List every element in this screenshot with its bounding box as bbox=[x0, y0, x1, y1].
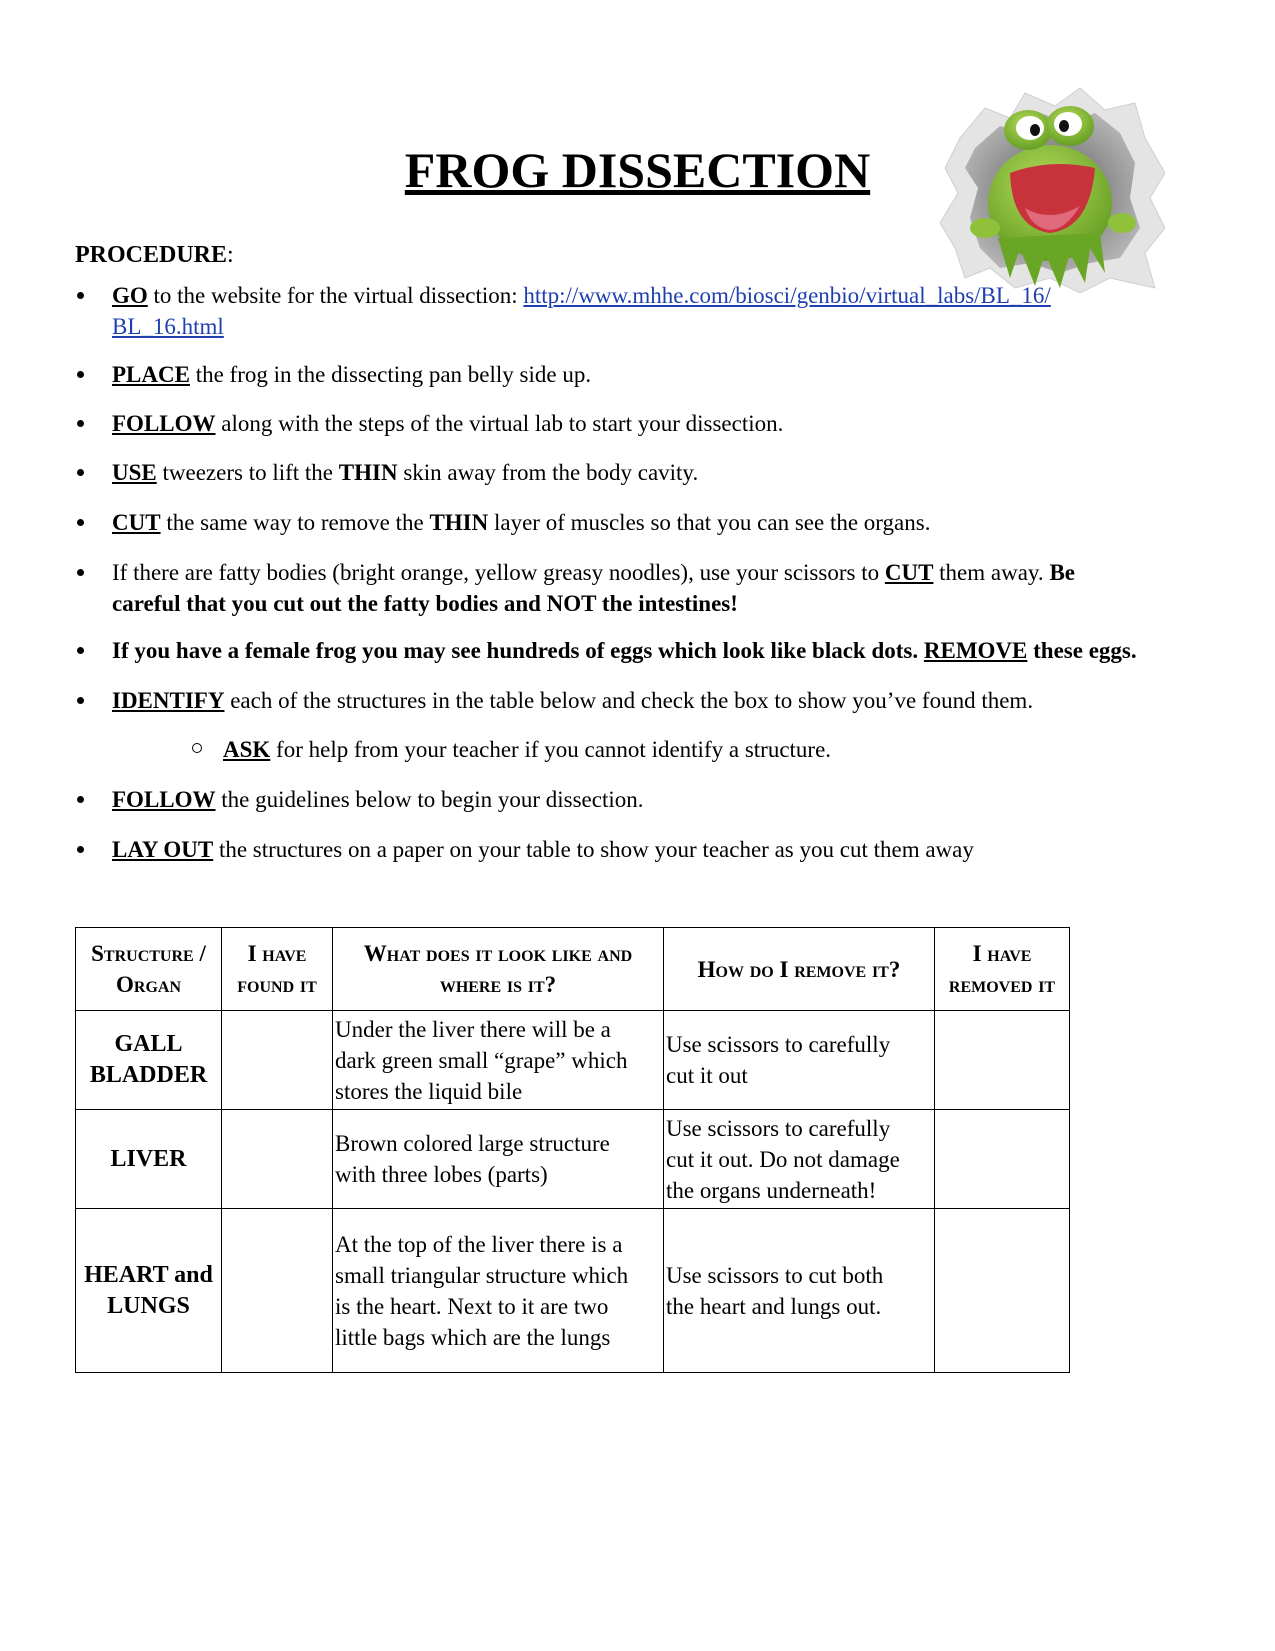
look-description: Under the liver there will be a dark green small “grape” which stores the liquid bile bbox=[333, 1011, 664, 1110]
procedure-label: PROCEDURE bbox=[75, 242, 228, 268]
step-keyword: CUT bbox=[884, 560, 934, 585]
removed-checkbox-cell[interactable] bbox=[935, 1110, 1070, 1209]
remove-instruction: Use scissors to cut both the heart and lungs out. bbox=[664, 1209, 935, 1373]
page-title: FROG DISSECTION bbox=[404, 142, 871, 198]
step-text: these eggs. bbox=[1027, 638, 1137, 663]
header-structure: Structure / Organ bbox=[76, 928, 222, 1011]
step-cut bbox=[112, 507, 930, 538]
step-keyword: ASK bbox=[223, 737, 271, 762]
step-text: each of the structures in the table below and check the box to show you’ve found them. bbox=[224, 688, 1034, 713]
virtual-lab-link[interactable]: http://www.mhhe.com/biosci/genbio/virtual_labs/BL_16/ bbox=[523, 283, 1051, 308]
step-emphasis: THIN bbox=[429, 510, 489, 535]
removed-checkbox-cell[interactable] bbox=[935, 1011, 1070, 1110]
frog-character-icon bbox=[940, 88, 1165, 293]
procedure-colon: : bbox=[227, 242, 234, 268]
step-text: If you have a female frog you may see hundreds of eggs which look like black dots. bbox=[112, 638, 924, 663]
organ-table bbox=[75, 927, 1070, 1373]
step-use bbox=[112, 457, 698, 488]
step-fatty-bodies bbox=[112, 557, 1075, 619]
step-keyword: LAY OUT bbox=[112, 837, 214, 862]
step-text: them away. bbox=[933, 560, 1050, 585]
organ-name: LIVER bbox=[76, 1110, 222, 1209]
step-follow-guidelines bbox=[112, 784, 644, 815]
step-emphasis: THIN bbox=[338, 460, 398, 485]
step-text: If there are fatty bodies (bright orange, yellow greasy noodles), use your scissors to bbox=[112, 560, 885, 585]
step-lay-out bbox=[112, 834, 974, 865]
header-remove: How do I remove it? bbox=[664, 928, 935, 1011]
header-look: What does it look like and where is it? bbox=[333, 928, 664, 1011]
step-keyword: FOLLOW bbox=[112, 411, 216, 436]
header-removed: I have removed it bbox=[935, 928, 1070, 1011]
table-header-row bbox=[76, 928, 1070, 1011]
step-identify bbox=[112, 685, 1033, 716]
removed-checkbox-cell[interactable] bbox=[935, 1209, 1070, 1373]
step-warning-continued: careful that you cut out the fatty bodies and NOT the intestines! bbox=[112, 591, 738, 616]
step-text: skin away from the body cavity. bbox=[397, 460, 699, 485]
step-follow bbox=[112, 408, 783, 439]
found-checkbox-cell[interactable] bbox=[222, 1011, 333, 1110]
step-text: the guidelines below to begin your dissection. bbox=[215, 787, 644, 812]
step-text: along with the steps of the virtual lab to start your dissection. bbox=[215, 411, 784, 436]
step-warning: Be bbox=[1049, 560, 1075, 585]
step-text: layer of muscles so that you can see the organs. bbox=[488, 510, 931, 535]
table-row bbox=[76, 1011, 1070, 1110]
table-row bbox=[76, 1110, 1070, 1209]
procedure-heading bbox=[75, 240, 234, 270]
found-checkbox-cell[interactable] bbox=[222, 1209, 333, 1373]
step-keyword: REMOVE bbox=[923, 638, 1028, 663]
table-row bbox=[76, 1209, 1070, 1373]
virtual-lab-link-continued[interactable]: BL_16.html bbox=[112, 314, 224, 339]
organ-name: GALL BLADDER bbox=[76, 1011, 222, 1110]
organ-name: HEART and LUNGS bbox=[76, 1209, 222, 1373]
step-keyword: IDENTIFY bbox=[112, 688, 225, 713]
step-keyword: CUT bbox=[112, 510, 161, 535]
step-text: to the website for the virtual dissection: bbox=[147, 283, 524, 308]
step-go bbox=[112, 280, 1051, 342]
found-checkbox-cell[interactable] bbox=[222, 1110, 333, 1209]
remove-instruction: Use scissors to carefully cut it out bbox=[664, 1011, 935, 1110]
step-text: for help from your teacher if you cannot identify a structure. bbox=[270, 737, 832, 762]
step-text: the structures on a paper on your table to show your teacher as you cut them away bbox=[213, 837, 974, 862]
substep-ask bbox=[223, 734, 831, 765]
step-keyword: GO bbox=[112, 283, 148, 308]
look-description: At the top of the liver there is a small triangular structure which is the heart. Next to it are two little bags which are the lungs bbox=[333, 1209, 664, 1373]
remove-instruction: Use scissors to carefully cut it out. Do not damage the organs underneath! bbox=[664, 1110, 935, 1209]
step-keyword: PLACE bbox=[112, 362, 190, 387]
step-place bbox=[112, 359, 591, 390]
step-remove-eggs bbox=[112, 635, 1137, 666]
step-keyword: USE bbox=[112, 460, 157, 485]
step-text: tweezers to lift the bbox=[156, 460, 339, 485]
step-text: the same way to remove the bbox=[160, 510, 430, 535]
step-text: the frog in the dissecting pan belly side up. bbox=[189, 362, 592, 387]
header-found: I have found it bbox=[222, 928, 333, 1011]
step-keyword: FOLLOW bbox=[112, 787, 216, 812]
look-description: Brown colored large structure with three lobes (parts) bbox=[333, 1110, 664, 1209]
